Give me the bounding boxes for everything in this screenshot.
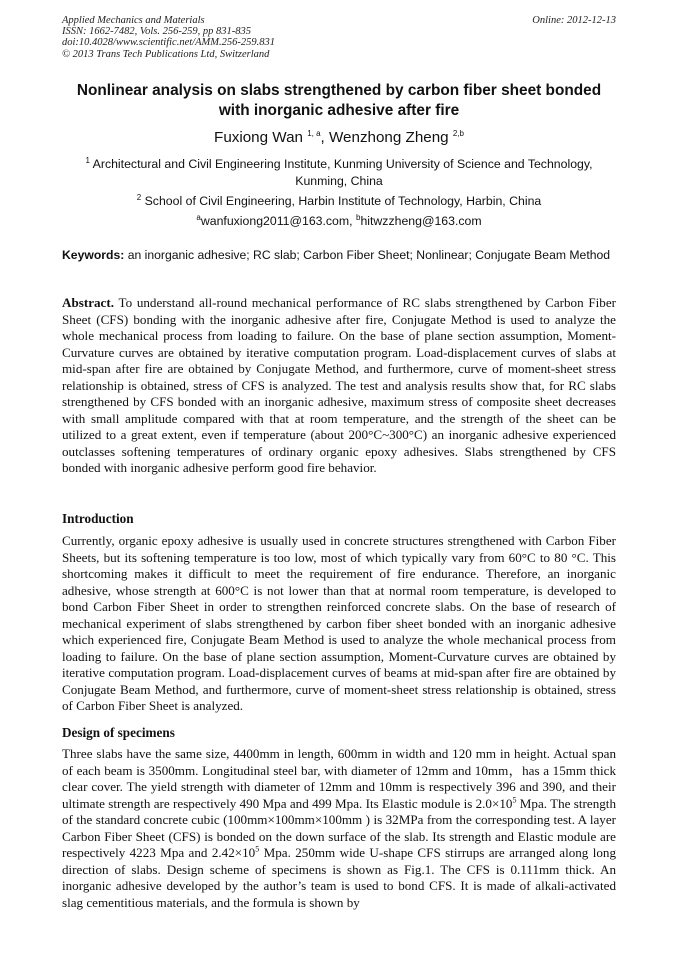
email-b-sup: b (355, 212, 361, 222)
journal-header (62, 15, 616, 60)
affiliation-2-sup: 2 (136, 192, 142, 202)
design-sup-1: 5 (512, 795, 517, 805)
affiliation-1 (62, 156, 616, 189)
email-b: hitwzzheng@163.com (360, 214, 482, 228)
design-text (62, 746, 616, 911)
author-emails (62, 213, 616, 230)
abstract-text: To understand all-round mechanical performance of RC slabs strengthened by Carbon Fiber Sheet (CFS) bonding with the inorganic adhesive after fire, Conjugate Method is used to analyze the whole mechanical process from loading to failure. On the base of plane section assumption, Moment- Curvature curves are obtained by iterative computation program. Load-displacement curves of slabs at mid-span after fire are obtained by Conjugate Method, and furthermore, curve of moment-sheet stress relationship is obtained, stress of CFS is analyzed. The test and analysis results show that, for RC slabs strengthened by CFS bonded with an inorganic adhesive, maximum stress of composite sheet decreases with small amplitude compared with that at room temperature, and the strength of the sheet can be utilized to a great extent, even if temperature (about 200°C~300°C) an inorganic adhesive experienced outclasses softening temperatures of ordinary organic epoxy adhesives. Slabs strengthened by CFS bonded with inorganic adhesive perform good fire behavior. (62, 295, 616, 476)
author-line (62, 128, 616, 148)
author-separator: , (320, 129, 329, 146)
doi-line: doi:10.4028/www.scientific.net/AMM.256-259.831 (62, 37, 275, 49)
author-1-sup: 1, a (307, 128, 321, 138)
abstract (62, 295, 616, 477)
introduction-heading: Introduction (62, 511, 134, 526)
abstract-label: Abstract. (62, 295, 114, 310)
design-text-3: Mpa. 250mm wide U-shape CFS stirrups are arranged along long direction of slabs. Design scheme of specimens is shown as Fig.1. The CFS is 0.111mm thick. An inorganic adhesive developed by the author’s team is used to bond CFS. It is made of alkali-activated slag cementitious materials, and the formula is shown by (62, 845, 616, 910)
design-text-1: Three slabs have the same size, 4400mm in length, 600mm in width and 120 mm in height. Actual span of each beam is 3500mm. Longitudinal steel bar, with diameter of 12mm and 10mm，has a 15mm thick clear cover. The yield strength with diameter of 12mm and 10mm is respectively 396 and 390, and their ultimate strength are respectively 490 Mpa and 499 Mpa. Its Elastic module is 2.0×10 (62, 746, 616, 811)
online-date: Online: 2012-12-13 (532, 15, 616, 26)
affiliation-2-text: School of Civil Engineering, Harbin Institute of Technology, Harbin, China (141, 194, 542, 208)
keywords-label: Keywords: (62, 248, 125, 262)
introduction-text: Currently, organic epoxy adhesive is usually used in concrete structures strengthened with Carbon Fiber Sheets, but its softening temperature is too low, most of which typically vary from 60°C to 80 °C. This shortcoming makes it difficult to meet the requirement of fire endurance. Therefore, an inorganic adhesive, whose strength at 600°C is not lower than that at normal room temperature, is developed to bond Carbon Fiber Sheet in order to strengthen reinforced concrete slabs. On the base of research of mechanical experiment of slabs strengthened by carbon fiber sheet bonded with an inorganic adhesive which experienced fire, Conjugate Beam Method is used to analyze the whole mechanical process from loading to failure. On the base of plane section assumption, Moment-Curvature curves are obtained by iterative computation program. Load-displacement curves of beams at mid-span after fire are obtained by Conjugate Beam Method, and furthermore, curve of moment-sheet stress relationship is obtained, stress of Carbon Fiber Sheet is analyzed. (62, 533, 616, 714)
design-sup-2: 5 (255, 844, 260, 854)
design-heading: Design of specimens (62, 725, 175, 740)
author-1-name: Fuxiong Wan (214, 129, 308, 146)
email-a: wanfuxiong2011@163.com, (200, 214, 356, 228)
affiliation-1-sup: 1 (85, 155, 90, 165)
affiliation-1-text: Architectural and Civil Engineering Institute, Kunming University of Science and Technology, Kunming, China (89, 157, 593, 188)
email-a-sup: a (196, 212, 201, 222)
keywords (62, 248, 616, 263)
journal-name: Applied Mechanics and Materials (62, 15, 205, 26)
affiliation-2 (62, 193, 616, 210)
design-text-2: Mpa. The strength of the standard concrete cubic (100mm×100mm×100mm ) is 32MPa from the corresponding test. A layer Carbon Fiber Sheet (CFS) is bonded on the down surface of the slab. Its strength and Elastic module are respectively 4223 Mpa and 2.42×10 (62, 795, 616, 861)
copyright-line: © 2013 Trans Tech Publications Ltd, Switzerland (62, 48, 270, 60)
paper-title: Nonlinear analysis on slabs strengthened by carbon fiber sheet bonded with inorganic adhesive after fire (76, 82, 602, 119)
issn-line: ISSN: 1662-7482, Vols. 256-259, pp 831-835 (62, 26, 251, 38)
author-2-sup: 2,b (452, 128, 464, 138)
keywords-text: an inorganic adhesive; RC slab; Carbon Fiber Sheet; Nonlinear; Conjugate Beam Method (124, 248, 611, 262)
author-2-name: Wenzhong Zheng (328, 129, 453, 146)
